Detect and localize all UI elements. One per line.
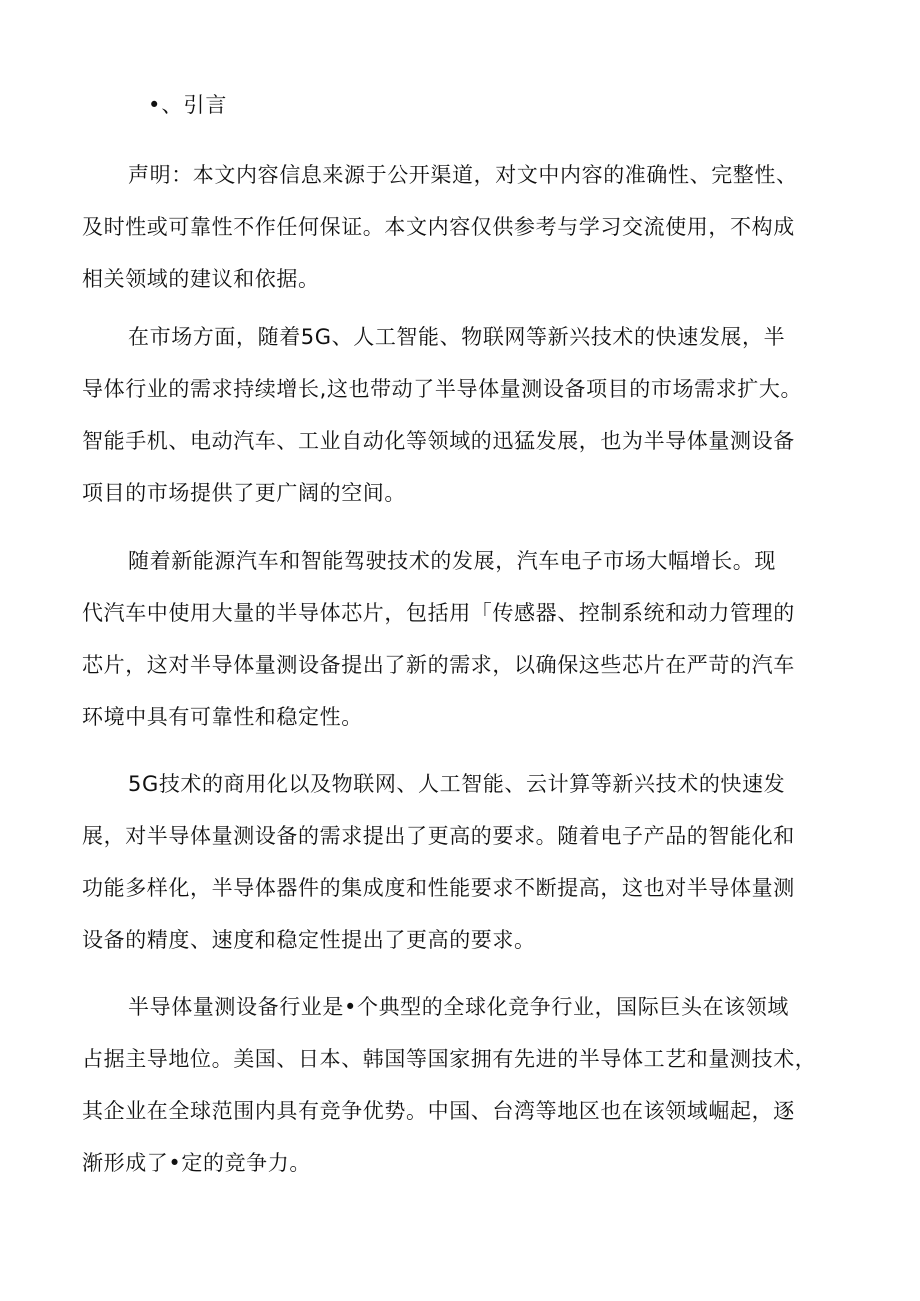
text-line: 声明：本文内容信息来源于公开渠道，对文中内容的准确性、完整性、	[128, 163, 798, 187]
text-line: 设备的精度、速度和稳定性提出了更高的要求。	[82, 928, 536, 952]
text-line: 随着新能源汽车和智能驾驶技术的发展，汽车电子市场大幅增长。现	[128, 549, 776, 573]
text-line: 相关领域的建议和依据。	[82, 267, 320, 291]
text-line: 渐形成了•定的竞争力。	[82, 1151, 311, 1175]
text-line: 展，对半导体量测设备的需求提出了更高的要求。随着电子产品的智能化和	[82, 824, 795, 848]
market-paragraph	[82, 311, 852, 519]
text-line: 导体行业的需求持续增长,这也带动了半导体量测设备项目的市场需求扩大。	[82, 377, 803, 401]
text-line: 及时性或可靠性不作任何保证。本文内容仅供参考与学习交流使用，不构成	[82, 215, 795, 239]
text-line: 代汽车中使用大量的半导体芯片，包括用「传感器、控制系统和动力管理的	[82, 601, 795, 625]
text-line: 其企业在全球范围内具有竞争优势。中国、台湾等地区也在该领域崛起，逐	[82, 1099, 795, 1123]
automotive-paragraph	[82, 535, 852, 743]
text-line: 5G技术的商用化以及物联网、人工智能、云计算等新兴技术的快速发	[128, 772, 786, 796]
text-line: 半导体量测设备行业是•个典型的全球化竞争行业，国际巨头在该领域	[128, 995, 789, 1019]
disclaimer-paragraph	[82, 149, 852, 305]
text-line: 环境中具有可靠性和稳定性。	[82, 705, 363, 729]
text-line: 智能手机、电动汽车、工业自动化等领域的迅猛发展，也为半导体量测设备	[82, 429, 795, 453]
text-line: 芯片，这对半导体量测设备提出了新的需求，以确保这些芯片在严苛的汽车	[82, 653, 795, 677]
text-line: 项目的市场提供了更广阔的空间。	[82, 481, 406, 505]
technology-paragraph	[82, 758, 852, 966]
text-line: 在市场方面，随着5G、人工智能、物联网等新兴技术的快速发展，半	[128, 325, 786, 349]
competition-paragraph	[82, 981, 852, 1189]
text-line: 功能多样化，半导体器件的集成度和性能要求不断提高，这也对半导体量测	[82, 876, 795, 900]
text-line: 占据主导地位。美国、日本、韩国等国家拥有先进的半导体工艺和量测技术，	[82, 1047, 817, 1071]
section-heading: •、引言	[148, 93, 228, 117]
